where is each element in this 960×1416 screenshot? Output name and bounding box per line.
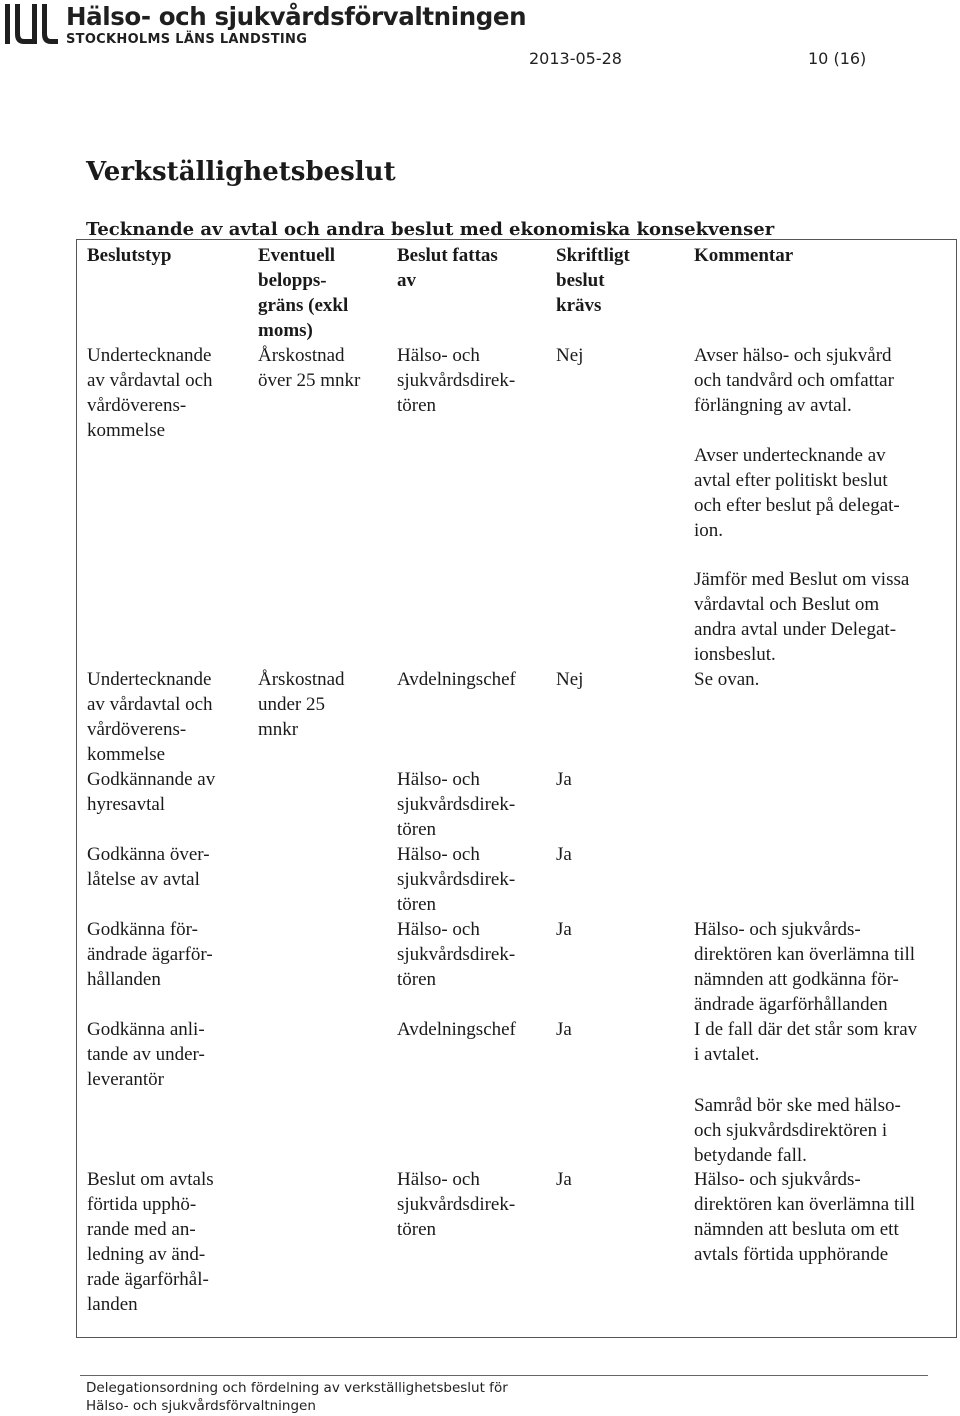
cell-beslut-fattas: Hälso- och sjukvårdsdirek- tören bbox=[397, 1169, 516, 1240]
cell-kommentar: Se ovan. bbox=[694, 669, 760, 690]
cell-beslut-fattas: Avdelningschef bbox=[397, 1019, 516, 1040]
cell-kommentar: Hälso- och sjukvårds- direktören kan överlämna till nämnden att godkänna för- ändrade ägarförhållanden bbox=[694, 919, 916, 1015]
page-title: Verkställighetsbeslut bbox=[86, 157, 396, 187]
cell-belopp: Årskostnad under 25 mnkr bbox=[258, 669, 345, 740]
footer-line-1: Delegationsordning och fördelning av verkställighetsbeslut för bbox=[86, 1380, 508, 1396]
column-header-belopp: Eventuell belopps- gräns (exkl moms) bbox=[258, 245, 349, 341]
cell-beslutstyp: Godkänna anli- tande av under- leverantör bbox=[87, 1019, 205, 1090]
cell-beslut-fattas: Hälso- och sjukvårdsdirek- tören bbox=[397, 919, 516, 990]
cell-skriftligt: Ja bbox=[556, 919, 572, 940]
cell-beslutstyp: Beslut om avtals förtida upphö- rande med an- ledning av änd- rade ägarförhål- landen bbox=[87, 1169, 214, 1315]
cell-kommentar: I de fall där det står som krav i avtalet. bbox=[694, 1019, 918, 1065]
cell-skriftligt: Ja bbox=[556, 1019, 572, 1040]
cell-belopp: Årskostnad över 25 mnkr bbox=[258, 345, 361, 391]
cell-skriftligt: Ja bbox=[556, 769, 572, 790]
org-subtitle: STOCKHOLMS LÄNS LANDSTING bbox=[66, 32, 308, 47]
org-name: Hälso- och sjukvårdsförvaltningen bbox=[66, 2, 527, 31]
cell-skriftligt: Nej bbox=[556, 669, 584, 690]
landsting-logo-icon bbox=[2, 0, 60, 48]
page-number: 10 (16) bbox=[808, 49, 867, 68]
section-title: Tecknande av avtal och andra beslut med ekonomiska konsekvenser bbox=[86, 219, 775, 240]
footer-line-2: Hälso- och sjukvårdsförvaltningen bbox=[86, 1398, 316, 1414]
document-date: 2013-05-28 bbox=[529, 49, 622, 68]
cell-beslut-fattas: Hälso- och sjukvårdsdirek- tören bbox=[397, 844, 516, 915]
cell-beslutstyp: Godkännande av hyresavtal bbox=[87, 769, 216, 815]
cell-beslut-fattas: Hälso- och sjukvårdsdirek- tören bbox=[397, 345, 516, 416]
cell-skriftligt: Ja bbox=[556, 844, 572, 865]
org-logo bbox=[2, 0, 527, 50]
column-header-skriftligt: Skriftligt beslut krävs bbox=[556, 245, 630, 316]
cell-kommentar: Avser undertecknande av avtal efter politiskt beslut och efter beslut på delegat- ion. bbox=[694, 445, 900, 541]
cell-beslutstyp: Godkänna för- ändrade ägarför- hållanden bbox=[87, 919, 213, 990]
column-header-beslut-fattas: Beslut fattas av bbox=[397, 245, 498, 291]
cell-skriftligt: Nej bbox=[556, 345, 584, 366]
cell-beslut-fattas: Hälso- och sjukvårdsdirek- tören bbox=[397, 769, 516, 840]
cell-kommentar: Samråd bör ske med hälso- och sjukvårdsdirektören i betydande fall. bbox=[694, 1095, 901, 1166]
cell-kommentar: Jämför med Beslut om vissa vårdavtal och Beslut om andra avtal under Delegat- ionsbeslut. bbox=[694, 569, 910, 665]
cell-kommentar: Hälso- och sjukvårds- direktören kan överlämna till nämnden att besluta om ett avtals förtida upphörande bbox=[694, 1169, 916, 1265]
cell-skriftligt: Ja bbox=[556, 1169, 572, 1190]
page-footer bbox=[86, 1379, 508, 1415]
cell-beslutstyp: Undertecknande av vårdavtal och vårdöverens- kommelse bbox=[87, 345, 213, 441]
column-header-beslutstyp: Beslutstyp bbox=[87, 245, 172, 266]
cell-beslut-fattas: Avdelningschef bbox=[397, 669, 516, 690]
footer-divider bbox=[80, 1375, 928, 1376]
cell-beslutstyp: Godkänna över- låtelse av avtal bbox=[87, 844, 210, 890]
column-header-kommentar: Kommentar bbox=[694, 245, 794, 266]
cell-beslutstyp: Undertecknande av vårdavtal och vårdöverens- kommelse bbox=[87, 669, 213, 765]
cell-kommentar: Avser hälso- och sjukvård och tandvård och omfattar förlängning av avtal. bbox=[694, 345, 894, 416]
